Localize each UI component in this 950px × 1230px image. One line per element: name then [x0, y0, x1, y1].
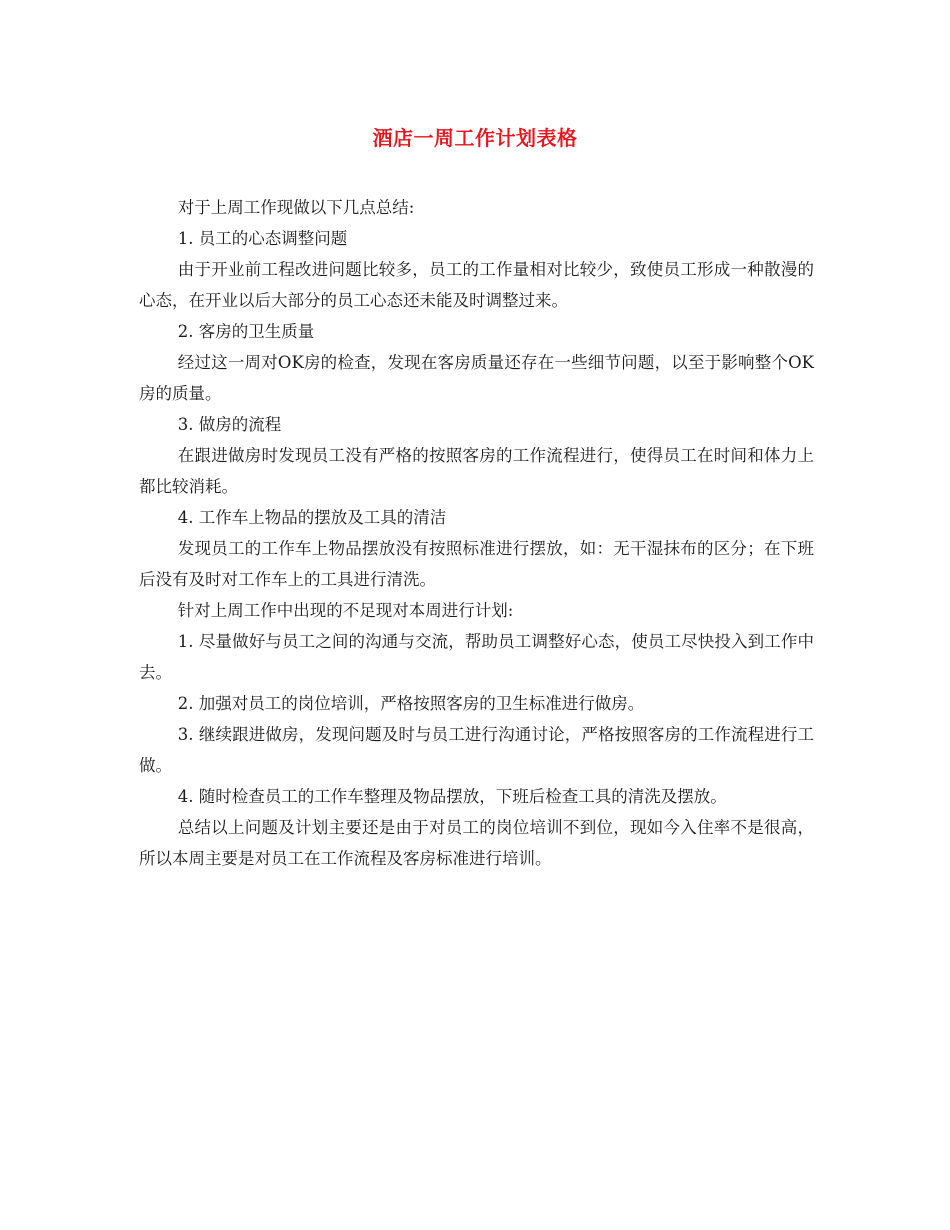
document-title: 酒店一周工作计划表格 — [372, 126, 578, 150]
document-body — [139, 192, 814, 874]
paragraph-body-2: 经过这一周对OK房的检查，发现在客房质量还存在一些细节问题，以至于影响整个OK房的质量。 — [139, 353, 814, 403]
paragraph-summary-intro: 对于上周工作现做以下几点总结: — [177, 198, 415, 217]
paragraph-plan-3: 3. 继续跟进做房，发现问题及时与员工进行沟通讨论，严格按照客房的工作流程进行工做。 — [139, 725, 814, 775]
paragraph-heading-4: 4. 工作车上物品的摆放及工具的清洁 — [177, 508, 447, 527]
paragraph-body-1: 由于开业前工程改进问题比较多，员工的工作量相对比较少，致使员工形成一种散漫的心态，在开业以后大部分的员工心态还未能及时调整过来。 — [139, 260, 814, 310]
paragraph-conclusion: 总结以上问题及计划主要还是由于对员工的岗位培训不到位，现如今入住率不是很高，所以本周主要是对员工在工作流程及客房标准进行培训。 — [139, 818, 814, 868]
paragraph-plan-4: 4. 随时检查员工的工作车整理及物品摆放，下班后检查工具的清洗及摆放。 — [177, 787, 727, 806]
paragraph-plan-intro: 针对上周工作中出现的不足现对本周进行计划: — [177, 601, 514, 620]
paragraph-heading-3: 3. 做房的流程 — [177, 415, 282, 434]
paragraph-body-4: 发现员工的工作车上物品摆放没有按照标准进行摆放，如：无干湿抹布的区分；在下班后没有及时对工作车上的工具进行清洗。 — [139, 539, 814, 589]
paragraph-body-3: 在跟进做房时发现员工没有严格的按照客房的工作流程进行，使得员工在时间和体力上都比较消耗。 — [139, 446, 814, 496]
paragraph-plan-1: 1. 尽量做好与员工之间的沟通与交流，帮助员工调整好心态，使员工尽快投入到工作中去。 — [139, 632, 814, 682]
paragraph-plan-2: 2. 加强对员工的岗位培训，严格按照客房的卫生标准进行做房。 — [177, 694, 645, 713]
paragraph-heading-2: 2. 客房的卫生质量 — [177, 322, 315, 341]
paragraph-heading-1: 1. 员工的心态调整问题 — [177, 229, 348, 248]
